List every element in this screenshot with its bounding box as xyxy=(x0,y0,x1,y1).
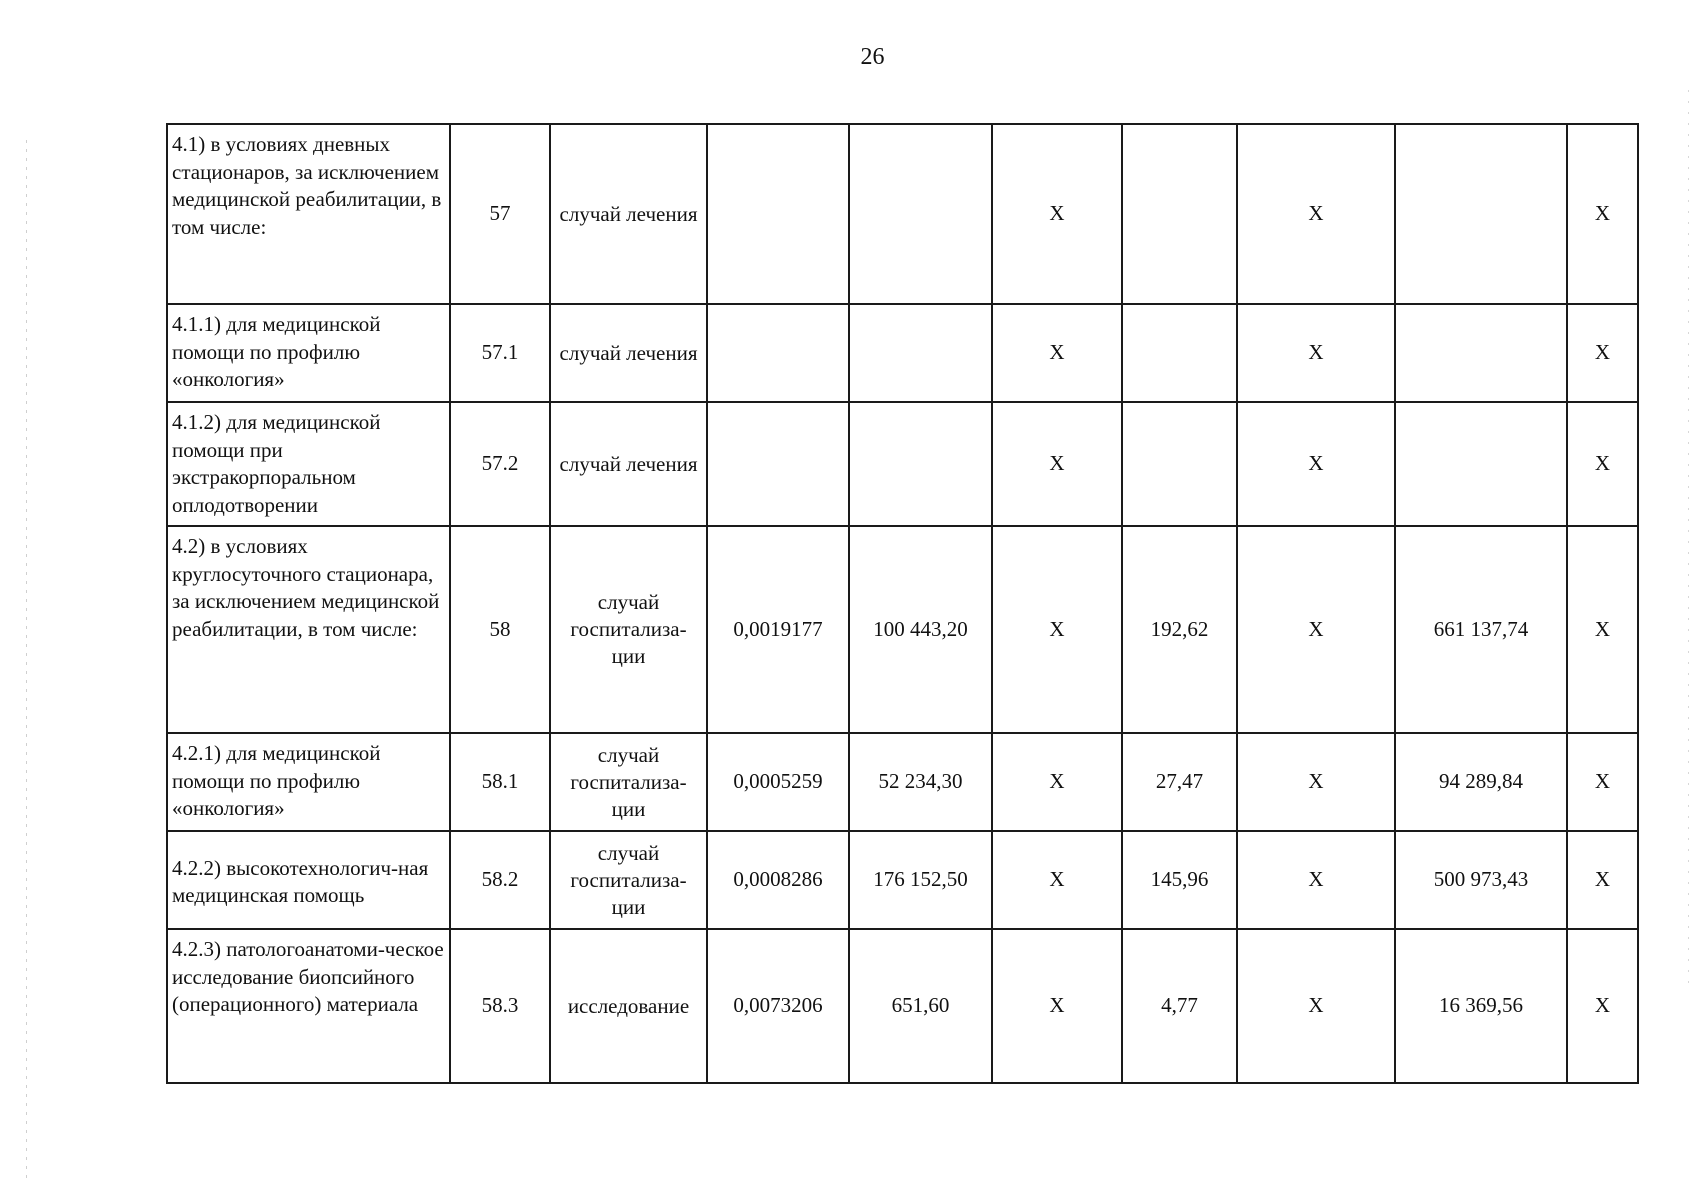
table-cell: 651,60 xyxy=(849,929,992,1083)
table-cell: X xyxy=(1567,124,1638,304)
table-cell xyxy=(707,124,849,304)
table-cell: 0,0008286 xyxy=(707,831,849,929)
table-cell: X xyxy=(992,304,1122,402)
table-cell: X xyxy=(992,402,1122,526)
table-cell: 52 234,30 xyxy=(849,733,992,831)
table-cell: X xyxy=(992,929,1122,1083)
table-cell: 0,0005259 xyxy=(707,733,849,831)
page-number: 26 xyxy=(860,44,885,70)
row-code-cell: 57.1 xyxy=(450,304,550,402)
row-name-cell: 4.2.2) высокотехнологич-ная медицинская помощь xyxy=(167,831,450,929)
table-cell: 4,77 xyxy=(1122,929,1237,1083)
table-cell: 0,0019177 xyxy=(707,526,849,733)
table-cell: 192,62 xyxy=(1122,526,1237,733)
row-code-cell: 58 xyxy=(450,526,550,733)
row-name-cell: 4.2.1) для медицинской помощи по профилю «онкология» xyxy=(167,733,450,831)
row-name-cell: 4.1) в условиях дневных стационаров, за исключением медицинской реабилитации, в том числе: xyxy=(167,124,450,304)
row-name-cell: 4.2.3) патологоанатоми-ческое исследование биопсийного (операционного) материала xyxy=(167,929,450,1083)
table-cell: 145,96 xyxy=(1122,831,1237,929)
table-cell xyxy=(707,304,849,402)
table-cell xyxy=(1395,402,1567,526)
table-cell: X xyxy=(1237,304,1395,402)
table-row xyxy=(167,402,1638,526)
table-cell xyxy=(1122,402,1237,526)
table-row xyxy=(167,831,1638,929)
scan-edge-right xyxy=(1688,90,1689,990)
row-code-cell: 57.2 xyxy=(450,402,550,526)
table-cell xyxy=(1395,304,1567,402)
table-cell: X xyxy=(1567,402,1638,526)
table-cell: 100 443,20 xyxy=(849,526,992,733)
table-cell xyxy=(1395,124,1567,304)
table-cell: X xyxy=(992,733,1122,831)
row-unit-cell: случай госпитализа-ции xyxy=(550,831,707,929)
table-cell: X xyxy=(1567,526,1638,733)
table-cell xyxy=(1122,304,1237,402)
row-code-cell: 58.3 xyxy=(450,929,550,1083)
table-row xyxy=(167,929,1638,1083)
row-name-cell: 4.1.1) для медицинской помощи по профилю «онкология» xyxy=(167,304,450,402)
table-row xyxy=(167,124,1638,304)
row-unit-cell: исследование xyxy=(550,929,707,1083)
table-cell: 661 137,74 xyxy=(1395,526,1567,733)
table-cell: 27,47 xyxy=(1122,733,1237,831)
table-cell: X xyxy=(1567,929,1638,1083)
row-code-cell: 58.2 xyxy=(450,831,550,929)
table-cell: X xyxy=(1237,733,1395,831)
table-cell: 94 289,84 xyxy=(1395,733,1567,831)
table-cell: X xyxy=(1237,929,1395,1083)
table-cell: X xyxy=(1237,526,1395,733)
row-name-cell: 4.2) в условиях круглосуточного стационара, за исключением медицинской реабилитации, в том числе: xyxy=(167,526,450,733)
table-cell: X xyxy=(992,831,1122,929)
table-cell: 500 973,43 xyxy=(1395,831,1567,929)
table-cell: X xyxy=(1567,733,1638,831)
table-cell: X xyxy=(992,526,1122,733)
table-row xyxy=(167,733,1638,831)
table-cell: 0,0073206 xyxy=(707,929,849,1083)
table-cell: X xyxy=(992,124,1122,304)
table-row xyxy=(167,304,1638,402)
data-table xyxy=(166,123,1639,1084)
row-name-cell: 4.1.2) для медицинской помощи при экстракорпоральном оплодотворении xyxy=(167,402,450,526)
table-cell: X xyxy=(1567,304,1638,402)
table-cell xyxy=(1122,124,1237,304)
table-cell xyxy=(707,402,849,526)
table-cell: X xyxy=(1237,402,1395,526)
row-code-cell: 57 xyxy=(450,124,550,304)
row-code-cell: 58.1 xyxy=(450,733,550,831)
table-cell xyxy=(849,402,992,526)
table-cell: X xyxy=(1567,831,1638,929)
table-cell: X xyxy=(1237,124,1395,304)
table-cell xyxy=(849,304,992,402)
row-unit-cell: случай госпитализа-ции xyxy=(550,526,707,733)
row-unit-cell: случай лечения xyxy=(550,124,707,304)
table-cell: 176 152,50 xyxy=(849,831,992,929)
row-unit-cell: случай госпитализа-ции xyxy=(550,733,707,831)
row-unit-cell: случай лечения xyxy=(550,402,707,526)
table-row xyxy=(167,526,1638,733)
table-cell xyxy=(849,124,992,304)
table-cell: 16 369,56 xyxy=(1395,929,1567,1083)
row-unit-cell: случай лечения xyxy=(550,304,707,402)
scan-edge-left xyxy=(26,140,27,1180)
table-cell: X xyxy=(1237,831,1395,929)
